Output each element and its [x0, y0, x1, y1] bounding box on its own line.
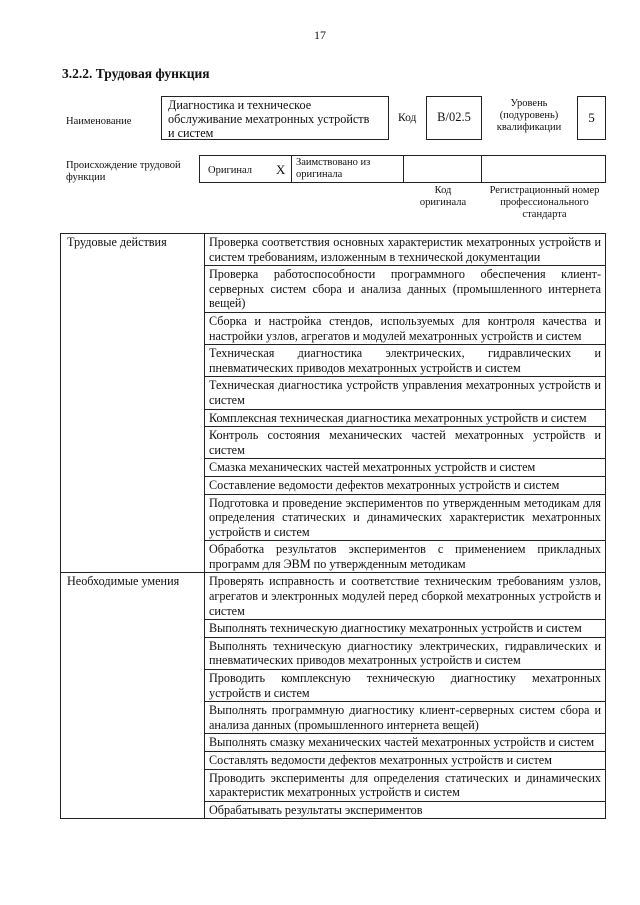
table-cell: Техническая диагностика электрических, гидравлических и пневматических приводов мехатронных устройств и систем	[205, 345, 606, 377]
labor-function-table	[60, 233, 606, 819]
original-label: Оригинал	[208, 165, 252, 176]
origin-label-line: Происхождение трудовой	[66, 160, 181, 171]
level-value: 5	[588, 110, 595, 125]
registration-caption-line: стандарта	[522, 209, 567, 220]
category-required-skills: Необходимые умения	[61, 573, 205, 819]
page-number: 17	[314, 28, 326, 42]
table-cell: Составлять ведомости дефектов мехатронных устройств и систем	[205, 752, 606, 770]
function-name-line: и систем	[168, 126, 214, 140]
table-cell: Обрабатывать результаты экспериментов	[205, 801, 606, 819]
original-cell	[199, 155, 292, 183]
registration-caption-line: профессионального	[500, 197, 589, 208]
table-cell: Составление ведомости дефектов мехатронных устройств и систем	[205, 476, 606, 494]
level-value-box	[577, 96, 606, 140]
table-cell: Обработка результатов экспериментов с применением прикладных программ для ЭВМ по утвержденным методикам	[205, 541, 606, 573]
borrowed-label-line: оригинала	[296, 169, 343, 180]
function-name-box	[161, 96, 389, 140]
table-row	[61, 234, 606, 266]
code-value: B/02.5	[437, 110, 471, 124]
level-label-line: (подуровень)	[499, 110, 559, 121]
level-label	[482, 98, 576, 134]
code-caption-line: оригинала	[419, 197, 467, 208]
borrowed-cell	[291, 155, 404, 183]
table-cell: Комплексная техническая диагностика мехатронных устройств и систем	[205, 409, 606, 427]
level-label-line: Уровень	[510, 98, 548, 109]
table-cell: Сборка и настройка стендов, используемых для контроля качества и настройки узлов, агрегатов и модулей мехатронных устройств и систем	[205, 312, 606, 344]
origin-label-line: функции	[66, 172, 106, 183]
function-name-line: обслуживание мехатронных устройств	[168, 112, 370, 126]
table-cell: Выполнять техническую диагностику электрических, гидравлических и пневматических приводов мехатронных устройств и систем	[205, 637, 606, 669]
table-cell: Техническая диагностика устройств управления мехатронных устройств и систем	[205, 377, 606, 409]
section-title: 3.2.2. Трудовая функция	[62, 66, 210, 81]
registration-caption	[483, 185, 606, 221]
function-name-line: Диагностика и техническое	[168, 98, 312, 112]
code-value-box	[426, 96, 482, 140]
registration-caption-line: Регистрационный номер	[489, 185, 600, 196]
table-cell: Смазка механических частей мехатронных устройств и систем	[205, 459, 606, 477]
name-label: Наименование	[66, 116, 132, 127]
code-label: Код	[398, 112, 417, 124]
table-cell: Подготовка и проведение экспериментов по утвержденным методикам для определения статических и динамических характеристик мехатронных устройств и систем	[205, 494, 606, 541]
table-cell: Выполнять программную диагностику клиент-серверных систем сбора и анализа данных (промышленного интернета вещей)	[205, 702, 606, 734]
table-cell: Контроль состояния механических частей мехатронных устройств и систем	[205, 427, 606, 459]
table-row	[61, 573, 606, 620]
table-cell: Проверять исправность и соответствие техническим требованиям узлов, агрегатов и электронных модулей перед сборкой мехатронных устройств и систем	[205, 573, 606, 620]
table-cell: Проводить эксперименты для определения статических и динамических характеристик мехатронных устройств и систем	[205, 769, 606, 801]
table-cell: Проверка соответствия основных характеристик мехатронных устройств и систем требованиям, изложенным в технической документации	[205, 234, 606, 266]
table-cell: Проверка работоспособности программного обеспечения клиент-серверных систем сбора и анализа данных (промышленного интернета вещей)	[205, 266, 606, 313]
code-caption-line: Код	[434, 185, 452, 196]
table-cell: Выполнять смазку механических частей мехатронных устройств и систем	[205, 734, 606, 752]
registration-number-cell	[481, 155, 606, 183]
category-labor-actions: Трудовые действия	[61, 234, 205, 573]
borrowed-label-line: Заимствовано из	[296, 157, 371, 168]
origin-label	[66, 160, 181, 184]
table-cell: Выполнять техническую диагностику мехатронных устройств и систем	[205, 620, 606, 638]
original-code-cell	[403, 155, 482, 183]
original-mark: X	[276, 162, 286, 177]
level-label-line: квалификации	[496, 122, 562, 133]
table-cell: Проводить комплексную техническую диагностику мехатронных устройств и систем	[205, 670, 606, 702]
code-caption	[404, 185, 482, 209]
